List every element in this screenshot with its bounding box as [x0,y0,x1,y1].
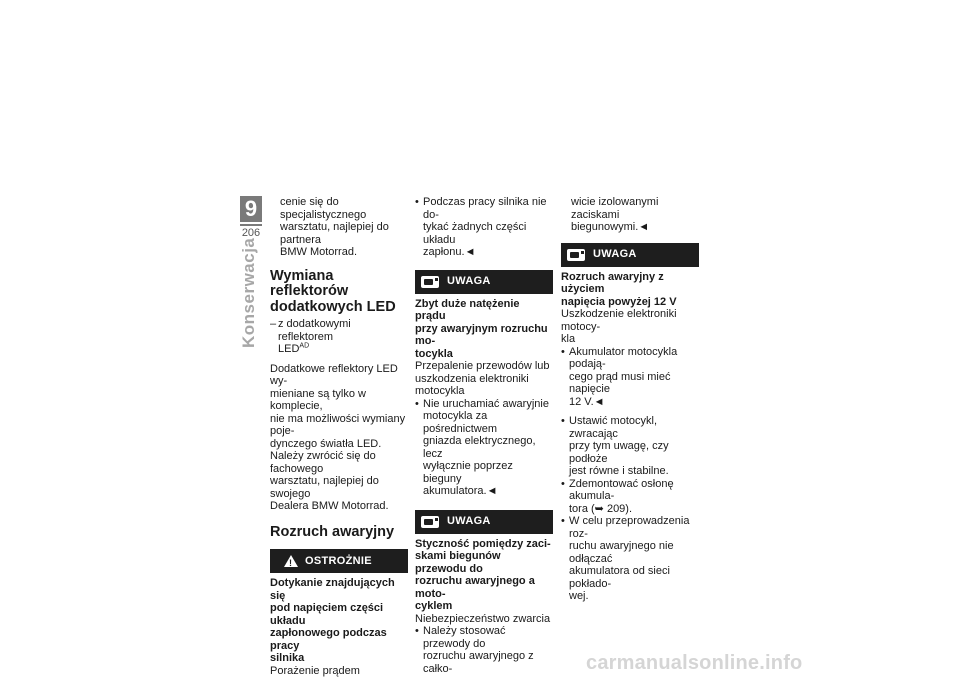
notice-label: UWAGA [447,275,491,288]
text-line: rozruchu awaryjnego a moto- [415,575,535,600]
text-line: jest równe i stabilne. [569,465,669,477]
text-line: kla [561,333,576,345]
notice-label: UWAGA [447,515,491,528]
page-reference[interactable]: tora (➥ 209). [569,502,633,515]
notice-banner [415,270,553,294]
list-item [561,415,699,478]
text-line: cenie się do specjalistycznego [280,196,367,221]
list-item [415,398,553,498]
text-line: tocykla [415,347,453,360]
bullet-mark: • [415,397,419,410]
bullet-mark: • [561,345,565,358]
bullet-mark: • [415,625,419,637]
column-3 [561,196,699,603]
text-line: silnika [270,652,305,664]
chapter-marker [240,196,264,239]
bullet-mark: • [415,196,419,208]
option-code: AD [299,342,310,350]
bullet-mark: • [561,477,565,490]
text-line: 12 V.◄ [569,395,605,408]
notice-title [561,271,699,309]
text-line: motocykla za pośrednictwem [423,410,497,435]
notice-body: Niebezpieczeństwo zwarcia [415,612,551,625]
list-item [561,478,699,516]
led-body [270,363,408,513]
text-line: uszkodzenia elektroniki motocykla [415,372,529,397]
text-line: przy tym uwagę, czy podłoże [569,440,669,465]
text-line: warsztatu, najlepiej do partnera [280,221,389,246]
bullet-mark: • [561,415,565,427]
text-line: Zdemontować osłonę akumula- [569,477,674,502]
text-line: Rozruch awaryjny z użyciem [561,270,664,295]
text-line: Dotykanie znajdujących się [270,577,395,602]
text-line: mieniane są tylko w komplecie, [270,387,366,412]
text-line: gniazda elektrycznego, lecz [423,435,536,460]
list-item [415,625,553,675]
caution-banner [270,549,408,573]
text-line: biegunowymi.◄ [571,221,650,233]
text-line: Zbyt duże natężenie prądu [415,297,520,322]
text-line: Akumulator motocykla podają- [569,345,678,370]
column-2 [415,196,553,675]
text-line: Przepalenie przewodów lub [415,360,550,372]
text-line: Nie uruchamiać awaryjnie [423,397,549,410]
text-line: akumulatora od sieci pokłado- [569,565,670,590]
text-line: wyłącznie poprzez bieguny [423,460,513,485]
notice-title [415,298,553,361]
page-number: 206 [240,224,262,239]
list-item [415,196,553,259]
notice-banner [415,510,553,534]
notice-label: UWAGA [593,248,637,261]
text-line: Uszkodzenie elektroniki motocy- [561,308,677,333]
caution-title [270,577,408,665]
text-line: Ustawić motocykl, zwracając [569,415,658,440]
text-line: przy awaryjnym rozruchu mo- [415,322,548,347]
warning-triangle-icon [284,555,298,567]
column-1 [270,196,408,677]
caution-label: OSTROŻNIE [305,554,372,567]
text-line: wej. [569,590,589,602]
text-line: wicie izolowanymi zaciskami [571,196,659,221]
chapter-side-title: Konserwacja [239,237,258,348]
text-line: tykać żadnych części układu [423,221,527,246]
jump-start-heading: Rozruch awaryjny [270,523,395,540]
text-line: z dodatkowymi reflektorem [278,318,351,343]
intro-text [270,196,408,259]
dash-mark: – [270,318,277,330]
notice-body [415,360,553,398]
notice-hand-icon [567,249,585,261]
text-line: Styczność pomiędzy zaci- [415,537,551,550]
text-line: napięcia powyżej 12 V [561,295,677,308]
notice-body [561,308,699,346]
continued-text [561,196,699,234]
list-item [561,346,699,409]
text-line: BMW Motorrad. [280,246,358,258]
text-line: nie ma możliwości wymiany poje- [270,412,406,437]
heading-line: dodatkowych LED [270,298,396,315]
notice-hand-icon [421,516,439,528]
text-line: rozruchu awaryjnego z całko- [423,650,534,675]
text-line: warsztatu, najlepiej do swojego [270,475,379,500]
chapter-number: 9 [240,196,262,222]
text-line: zapłonowego podczas pracy [270,627,387,652]
text-line: W celu przeprowadzenia roz- [569,515,690,540]
notice-title [415,538,553,613]
text-line: Należy stosować przewody do [423,625,506,650]
text-line: Dodatkowe reflektory LED wy- [270,362,398,387]
notice-banner [561,243,699,267]
text-line: Należy zwrócić się do fachowego [270,450,376,475]
text-line: cego prąd musi mieć napięcie [569,370,671,395]
text-line: Dealera BMW Motorrad. [270,500,389,512]
text-line: cyklem [415,600,453,612]
text-line: zapłonu.◄ [423,246,476,258]
text-line: akumulatora.◄ [423,485,498,497]
text-line: ruchu awaryjnego nie odłączać [569,540,674,565]
watermark: carmanualsonline.info [586,652,803,674]
list-item [561,515,699,603]
led-heading [270,269,408,316]
text-line: dynczego światła LED. [270,437,382,450]
text-line: Podczas pracy silnika nie do- [423,196,547,221]
text-line: pod napięciem części układu [270,602,384,627]
led-option [270,318,408,356]
notice-hand-icon [421,276,439,288]
text-line: skami biegunów przewodu do [415,550,501,575]
text-line: LED [278,343,300,355]
heading-line: Wymiana reflektorów [270,267,349,299]
bullet-mark: • [561,515,565,527]
caution-body: Porażenie prądem [270,664,360,677]
